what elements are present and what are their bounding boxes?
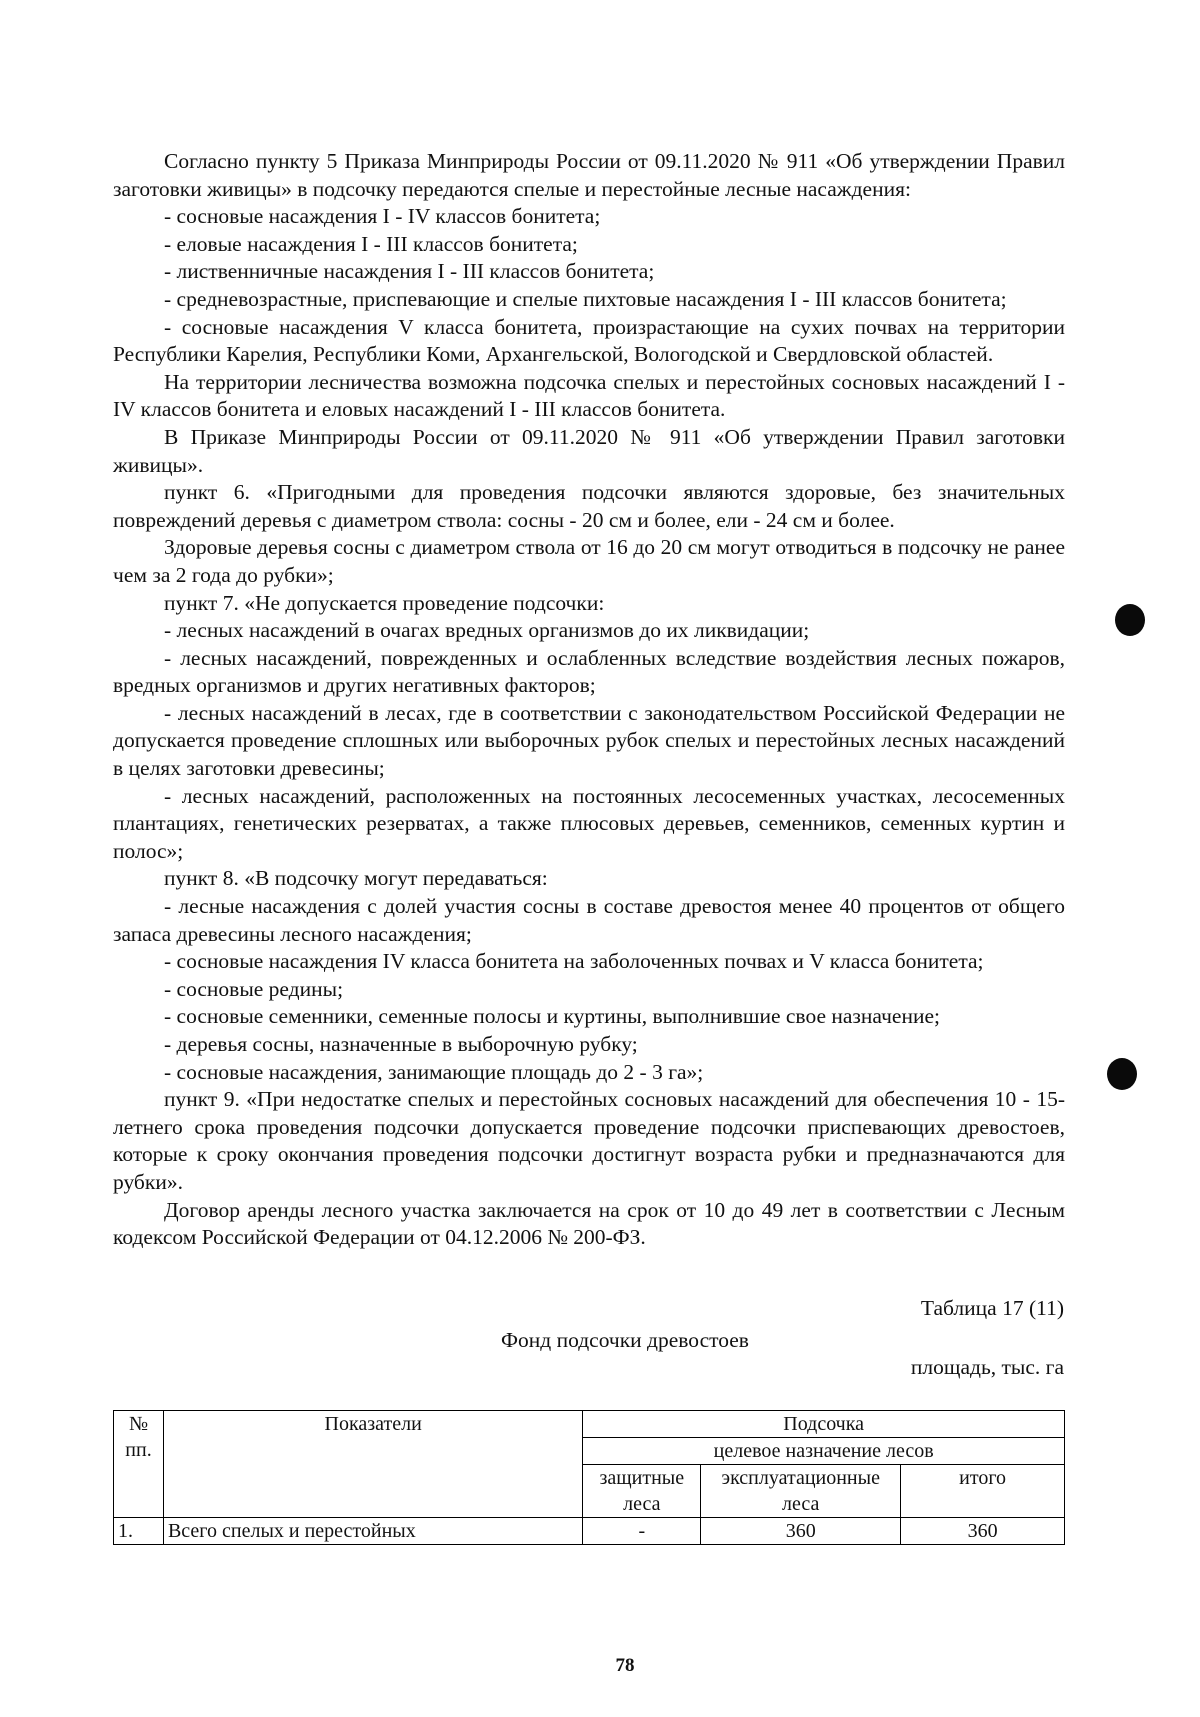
cell-exploitation: 360 xyxy=(701,1518,901,1545)
list-item: - сосновые насаждения I - IV классов бонитета; xyxy=(164,204,601,229)
subtapping-fund-table xyxy=(113,1410,1065,1545)
header-indicators: Показатели xyxy=(163,1411,582,1518)
cell-indicator: Всего спелых и перестойных xyxy=(163,1518,582,1545)
list-item: - лиственничные насаждения I - III классов бонитета; xyxy=(164,259,655,284)
header-exploitation: эксплуатационные леса xyxy=(701,1465,901,1518)
paragraph: На территории лесничества возможна подсочка спелых и перестойных сосновых насаждений I - IV классов бонитета и еловых насаждений I - III классов бонитета. xyxy=(113,369,1065,422)
ink-blot xyxy=(1115,604,1145,636)
cell-protective: - xyxy=(583,1518,701,1545)
header-subgroup: целевое назначение лесов xyxy=(583,1438,1065,1465)
table-title: Фонд подсочки древостоев xyxy=(501,1328,749,1352)
paragraph: Здоровые деревья сосны с диаметром ствола от 16 до 20 см могут отводиться в подсочку не ранее чем за 2 года до рубки»; xyxy=(113,535,1065,587)
header-total: итого xyxy=(901,1465,1065,1518)
list-item: - средневозрастные, приспевающие и спелые пихтовые насаждения I - III классов бонитета; xyxy=(164,286,1007,311)
list-item: - сосновые насаждения, занимающие площадь до 2 - 3 га»; xyxy=(164,1059,704,1084)
paragraph: Договор аренды лесного участка заключается на срок от 10 до 49 лет в соответствии с Лесным кодексом Российской Федерации от 04.12.2006 № 200-ФЗ. xyxy=(113,1197,1065,1250)
cell-num: 1. xyxy=(114,1518,164,1545)
header-protective: защитные леса xyxy=(583,1465,701,1518)
list-item: - сосновые насаждения IV класса бонитета на заболоченных почвах и V класса бонитета; xyxy=(164,949,984,974)
list-item: - сосновые насаждения V класса бонитета, произрастающие на сухих почвах на территории Республики Карелия, Республики Коми, Архангельской, Вологодской и Свердловской областей. xyxy=(113,314,1065,367)
paragraph: пункт 6. «Пригодными для проведения подсочки являются здоровые, без значительных повреждений деревья с диаметром ствола: сосны - 20 см и более, ели - 24 см и более. xyxy=(113,480,1065,532)
list-item: - лесных насаждений, поврежденных и ослабленных вследствие воздействия лесных пожаров, вредных организмов и других негативных факторов; xyxy=(113,645,1065,698)
page-number: 78 xyxy=(615,1655,635,1676)
table-unit: площадь, тыс. га xyxy=(910,1355,1064,1379)
header-group: Подсочка xyxy=(583,1411,1065,1438)
list-item: - сосновые редины; xyxy=(164,976,344,1001)
list-item: - лесных насаждений в очагах вредных организмов до их ликвидации; xyxy=(164,618,810,643)
table-row xyxy=(114,1518,1065,1545)
paragraph: пункт 7. «Не допускается проведение подсочки: xyxy=(164,590,605,615)
paragraph: В Приказе Минприроды России от 09.11.2020 № 911 «Об утверждении Правил заготовки живицы». xyxy=(113,424,1065,477)
list-item: - лесные насаждения с долей участия сосны в составе древостоя менее 40 процентов от общего запаса древесины лесного насаждения; xyxy=(113,894,1065,946)
list-item: - еловые насаждения I - III классов бонитета; xyxy=(164,231,578,256)
list-item: - лесных насаждений в лесах, где в соответствии с законодательством Российской Федерации не допускается проведение сплошных или выборочных рубок спелых и перестойных лесных насаждений в целях заготовки древесины; xyxy=(113,700,1065,781)
table-header-row xyxy=(114,1411,1065,1438)
header-num: № пп. xyxy=(114,1411,164,1518)
ink-blot xyxy=(1107,1058,1137,1090)
paragraph: Согласно пункту 5 Приказа Минприроды России от 09.11.2020 № 911 «Об утверждении Правил заготовки живицы» в подсочку передаются спелые и перестойные лесные насаждения: xyxy=(113,149,1065,201)
table-caption: Таблица 17 (11) xyxy=(920,1296,1064,1320)
list-item: - сосновые семенники, семенные полосы и куртины, выполнившие свое назначение; xyxy=(164,1004,940,1029)
list-item: - деревья сосны, назначенные в выборочную рубку; xyxy=(164,1032,638,1056)
paragraph: пункт 9. «При недостатке спелых и перестойных сосновых насаждений для обеспечения 10 - 15-летнего срока проведения подсочки допускается проведение подсочки приспевающих древостоев, которые к сроку окончания проведения подсочки достигнут возраста рубки и предназначаются для рубки». xyxy=(113,1087,1065,1194)
list-item: - лесных насаждений, расположенных на постоянных лесосеменных участках, лесосеменных плантациях, генетических резерватах, а также плюсовых деревьев, семенников, семенных куртин и полос»; xyxy=(113,783,1065,863)
paragraph: пункт 8. «В подсочку могут передаваться: xyxy=(164,866,548,891)
body-text xyxy=(113,148,1065,1252)
cell-total: 360 xyxy=(901,1518,1065,1545)
